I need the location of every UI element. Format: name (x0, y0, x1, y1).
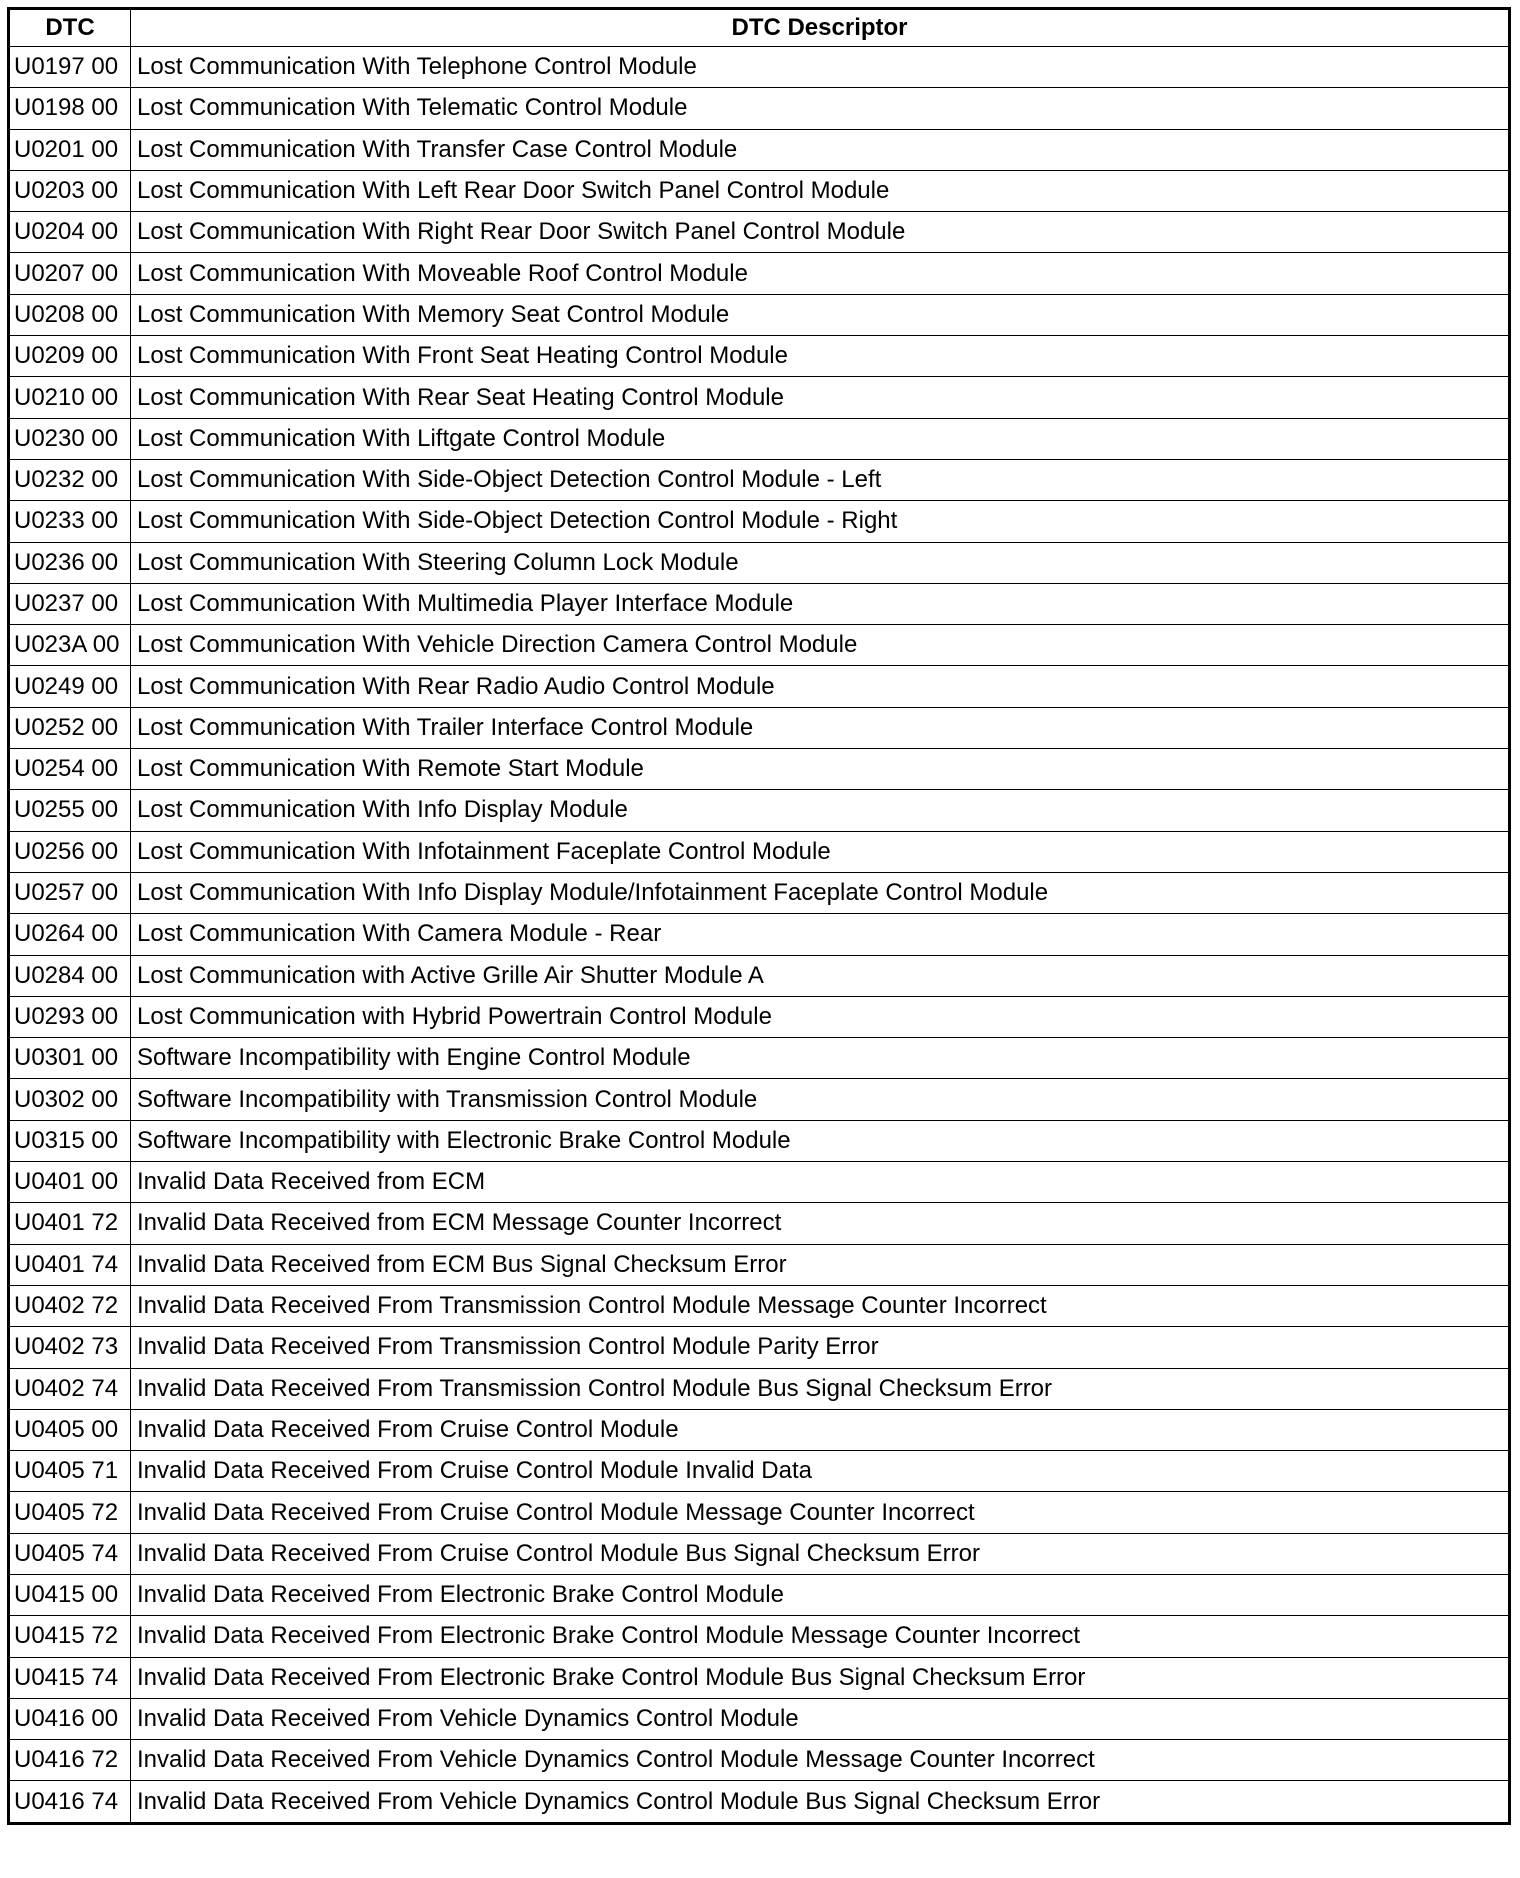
dtc-code-cell: U0284 00 (9, 955, 131, 996)
dtc-descriptor-cell: Invalid Data Received From Cruise Control Module (131, 1409, 1510, 1450)
dtc-code-cell: U0402 73 (9, 1327, 131, 1368)
table-row (9, 707, 1510, 748)
dtc-code-cell: U0264 00 (9, 914, 131, 955)
dtc-descriptor-cell: Software Incompatibility with Transmission Control Module (131, 1079, 1510, 1120)
dtc-descriptor-cell: Invalid Data Received From Transmission Control Module Bus Signal Checksum Error (131, 1368, 1510, 1409)
table-row (9, 1657, 1510, 1698)
table-header-row (9, 9, 1510, 47)
dtc-descriptor-cell: Lost Communication With Telematic Control Module (131, 88, 1510, 129)
table-row (9, 377, 1510, 418)
table-row (9, 1616, 1510, 1657)
dtc-code-cell: U0416 72 (9, 1740, 131, 1781)
dtc-descriptor-cell: Lost Communication With Side-Object Detection Control Module - Right (131, 501, 1510, 542)
dtc-descriptor-cell: Lost Communication With Info Display Module (131, 790, 1510, 831)
dtc-descriptor-cell: Lost Communication With Side-Object Detection Control Module - Left (131, 459, 1510, 500)
table-row (9, 914, 1510, 955)
dtc-code-cell: U0302 00 (9, 1079, 131, 1120)
dtc-code-cell: U023A 00 (9, 625, 131, 666)
dtc-descriptor-cell: Lost Communication With Liftgate Control Module (131, 418, 1510, 459)
dtc-descriptor-cell: Lost Communication With Infotainment Faceplate Control Module (131, 831, 1510, 872)
dtc-code-cell: U0405 00 (9, 1409, 131, 1450)
dtc-code-cell: U0249 00 (9, 666, 131, 707)
dtc-code-cell: U0416 74 (9, 1781, 131, 1823)
table-row (9, 1327, 1510, 1368)
table-row (9, 1409, 1510, 1450)
dtc-code-cell: U0402 74 (9, 1368, 131, 1409)
table-row (9, 1368, 1510, 1409)
dtc-code-cell: U0293 00 (9, 996, 131, 1037)
dtc-code-cell: U0405 71 (9, 1451, 131, 1492)
dtc-descriptor-cell: Invalid Data Received From Vehicle Dynamics Control Module Bus Signal Checksum Error (131, 1781, 1510, 1823)
table-row (9, 1574, 1510, 1615)
dtc-code-cell: U0233 00 (9, 501, 131, 542)
table-row (9, 1740, 1510, 1781)
dtc-descriptor-cell: Lost Communication With Telephone Control Module (131, 47, 1510, 88)
dtc-descriptor-cell: Lost Communication With Camera Module - Rear (131, 914, 1510, 955)
table-row (9, 996, 1510, 1037)
table-row (9, 47, 1510, 88)
table-row (9, 253, 1510, 294)
dtc-code-cell: U0232 00 (9, 459, 131, 500)
table-row (9, 1781, 1510, 1823)
table-row (9, 1203, 1510, 1244)
table-row (9, 294, 1510, 335)
dtc-code-cell: U0255 00 (9, 790, 131, 831)
dtc-code-cell: U0257 00 (9, 872, 131, 913)
dtc-code-cell: U0207 00 (9, 253, 131, 294)
dtc-descriptor-cell: Software Incompatibility with Electronic Brake Control Module (131, 1120, 1510, 1161)
table-body (9, 47, 1510, 1824)
dtc-descriptor-cell: Lost Communication With Moveable Roof Control Module (131, 253, 1510, 294)
dtc-code-cell: U0237 00 (9, 583, 131, 624)
dtc-code-cell: U0405 74 (9, 1533, 131, 1574)
dtc-descriptor-cell: Lost Communication With Left Rear Door Switch Panel Control Module (131, 170, 1510, 211)
dtc-code-cell: U0401 00 (9, 1162, 131, 1203)
dtc-code-cell: U0315 00 (9, 1120, 131, 1161)
dtc-code-cell: U0198 00 (9, 88, 131, 129)
dtc-descriptor-cell: Lost Communication With Right Rear Door Switch Panel Control Module (131, 212, 1510, 253)
dtc-descriptor-cell: Invalid Data Received from ECM Message Counter Incorrect (131, 1203, 1510, 1244)
table-row (9, 459, 1510, 500)
dtc-descriptor-cell: Lost Communication With Steering Column Lock Module (131, 542, 1510, 583)
table-row (9, 170, 1510, 211)
table-row (9, 749, 1510, 790)
dtc-descriptor-cell: Invalid Data Received from ECM (131, 1162, 1510, 1203)
dtc-descriptor-cell: Lost Communication With Front Seat Heating Control Module (131, 336, 1510, 377)
dtc-table (7, 7, 1511, 1825)
dtc-descriptor-cell: Invalid Data Received From Transmission Control Module Parity Error (131, 1327, 1510, 1368)
dtc-code-cell: U0210 00 (9, 377, 131, 418)
table-row (9, 1492, 1510, 1533)
dtc-descriptor-cell: Lost Communication With Memory Seat Control Module (131, 294, 1510, 335)
table-row (9, 872, 1510, 913)
table-row (9, 955, 1510, 996)
dtc-code-cell: U0415 00 (9, 1574, 131, 1615)
table-row (9, 666, 1510, 707)
dtc-code-cell: U0402 72 (9, 1285, 131, 1326)
table-row (9, 583, 1510, 624)
table-row (9, 1244, 1510, 1285)
table-row (9, 625, 1510, 666)
table-row (9, 418, 1510, 459)
dtc-descriptor-cell: Invalid Data Received From Cruise Control Module Invalid Data (131, 1451, 1510, 1492)
dtc-descriptor-cell: Lost Communication With Multimedia Player Interface Module (131, 583, 1510, 624)
dtc-descriptor-cell: Invalid Data Received From Vehicle Dynamics Control Module (131, 1698, 1510, 1739)
table-row (9, 1533, 1510, 1574)
table-row (9, 88, 1510, 129)
header-dtc-descriptor: DTC Descriptor (131, 9, 1510, 47)
dtc-code-cell: U0204 00 (9, 212, 131, 253)
dtc-code-cell: U0252 00 (9, 707, 131, 748)
table-row (9, 1451, 1510, 1492)
table-row (9, 790, 1510, 831)
dtc-code-cell: U0203 00 (9, 170, 131, 211)
table-row (9, 1285, 1510, 1326)
table-row (9, 1162, 1510, 1203)
dtc-code-cell: U0197 00 (9, 47, 131, 88)
dtc-code-cell: U0415 72 (9, 1616, 131, 1657)
dtc-descriptor-cell: Invalid Data Received From Electronic Brake Control Module Message Counter Incorrect (131, 1616, 1510, 1657)
dtc-descriptor-cell: Lost Communication With Transfer Case Control Module (131, 129, 1510, 170)
dtc-descriptor-cell: Invalid Data Received From Transmission Control Module Message Counter Incorrect (131, 1285, 1510, 1326)
dtc-code-cell: U0209 00 (9, 336, 131, 377)
table-row (9, 1079, 1510, 1120)
dtc-code-cell: U0405 72 (9, 1492, 131, 1533)
dtc-code-cell: U0236 00 (9, 542, 131, 583)
dtc-code-cell: U0415 74 (9, 1657, 131, 1698)
dtc-code-cell: U0416 00 (9, 1698, 131, 1739)
dtc-code-cell: U0201 00 (9, 129, 131, 170)
dtc-code-cell: U0254 00 (9, 749, 131, 790)
dtc-descriptor-cell: Invalid Data Received From Vehicle Dynamics Control Module Message Counter Incorrect (131, 1740, 1510, 1781)
dtc-descriptor-cell: Lost Communication With Rear Radio Audio Control Module (131, 666, 1510, 707)
header-dtc: DTC (9, 9, 131, 47)
dtc-descriptor-cell: Lost Communication with Hybrid Powertrain Control Module (131, 996, 1510, 1037)
table-row (9, 212, 1510, 253)
table-row (9, 1038, 1510, 1079)
dtc-code-cell: U0208 00 (9, 294, 131, 335)
table-row (9, 129, 1510, 170)
dtc-code-cell: U0401 74 (9, 1244, 131, 1285)
dtc-code-cell: U0230 00 (9, 418, 131, 459)
dtc-descriptor-cell: Lost Communication With Rear Seat Heating Control Module (131, 377, 1510, 418)
table-row (9, 1698, 1510, 1739)
dtc-descriptor-cell: Lost Communication With Vehicle Direction Camera Control Module (131, 625, 1510, 666)
dtc-descriptor-cell: Lost Communication With Remote Start Module (131, 749, 1510, 790)
dtc-descriptor-cell: Invalid Data Received from ECM Bus Signal Checksum Error (131, 1244, 1510, 1285)
dtc-descriptor-cell: Invalid Data Received From Cruise Control Module Bus Signal Checksum Error (131, 1533, 1510, 1574)
dtc-descriptor-cell: Lost Communication with Active Grille Air Shutter Module A (131, 955, 1510, 996)
dtc-descriptor-cell: Invalid Data Received From Electronic Brake Control Module (131, 1574, 1510, 1615)
dtc-descriptor-cell: Software Incompatibility with Engine Control Module (131, 1038, 1510, 1079)
dtc-descriptor-cell: Invalid Data Received From Electronic Brake Control Module Bus Signal Checksum Error (131, 1657, 1510, 1698)
table-row (9, 1120, 1510, 1161)
dtc-descriptor-cell: Lost Communication With Info Display Module/Infotainment Faceplate Control Module (131, 872, 1510, 913)
dtc-code-cell: U0256 00 (9, 831, 131, 872)
table-row (9, 542, 1510, 583)
table-row (9, 336, 1510, 377)
table-row (9, 831, 1510, 872)
dtc-code-cell: U0401 72 (9, 1203, 131, 1244)
dtc-descriptor-cell: Lost Communication With Trailer Interface Control Module (131, 707, 1510, 748)
dtc-descriptor-cell: Invalid Data Received From Cruise Control Module Message Counter Incorrect (131, 1492, 1510, 1533)
table-row (9, 501, 1510, 542)
dtc-code-cell: U0301 00 (9, 1038, 131, 1079)
